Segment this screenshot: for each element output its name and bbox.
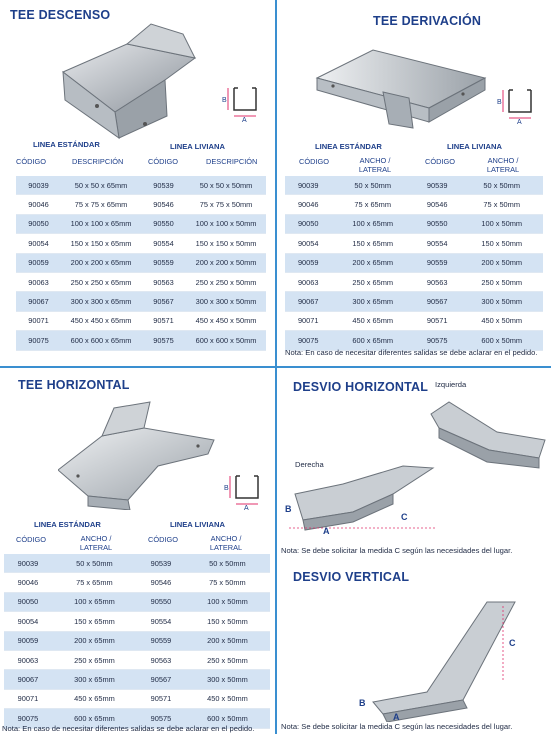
- col-code: CÓDIGO: [148, 157, 178, 166]
- dimension-cell: 450 x 50mm: [185, 689, 270, 708]
- dimension-cell: 75 x 65mm: [331, 195, 414, 214]
- table-row: [285, 214, 543, 233]
- code-cell: 90554: [414, 234, 460, 253]
- dimension-cell: 600 x 600 x 50mm: [186, 331, 266, 350]
- table-row: [285, 176, 543, 195]
- table-row: [285, 234, 543, 253]
- code-cell: 90571: [137, 689, 185, 708]
- code-cell: 90059: [16, 253, 61, 272]
- dimension-cell: 150 x 150 x 65mm: [61, 234, 141, 253]
- dimension-cell: 100 x 100 x 65mm: [61, 214, 141, 233]
- table-row: [16, 272, 266, 291]
- code-cell: 90050: [16, 214, 61, 233]
- table-row: [4, 573, 270, 592]
- code-cell: 90550: [141, 214, 186, 233]
- code-cell: 90539: [414, 176, 460, 195]
- table-row: [285, 253, 543, 272]
- col-code: CÓDIGO: [299, 157, 329, 166]
- col-desc: DESCRIPCIÓN: [206, 157, 258, 166]
- code-cell: 90075: [16, 331, 61, 350]
- izquierda-label: Izquierda: [435, 380, 467, 389]
- dim-c-label: C: [401, 512, 408, 522]
- code-cell: 90071: [285, 311, 331, 330]
- dimension-cell: 100 x 65mm: [331, 214, 414, 233]
- code-cell: 90546: [137, 573, 185, 592]
- dimension-cell: 300 x 50mm: [185, 670, 270, 689]
- dimension-cell: 450 x 50mm: [460, 311, 543, 330]
- desvio-horizontal-section: [277, 368, 551, 560]
- desvio-derecha-image: [283, 464, 451, 536]
- col-code: CÓDIGO: [148, 535, 178, 544]
- dim-a-label: A: [242, 117, 247, 122]
- col-code: CÓDIGO: [425, 157, 455, 166]
- dimension-cell: 450 x 450 x 50mm: [186, 311, 266, 330]
- code-cell: 90554: [137, 612, 185, 631]
- code-cell: 90067: [16, 292, 61, 311]
- col-desc: DESCRIPCIÓN: [72, 157, 124, 166]
- table-row: [16, 176, 266, 195]
- tee-horizontal-section: [0, 368, 275, 734]
- group-liviana: LINEA LIVIANA: [170, 142, 225, 151]
- dim-b-label: B: [224, 485, 229, 492]
- group-liviana: LINEA LIVIANA: [170, 520, 225, 529]
- dimension-cell: 75 x 75 x 65mm: [61, 195, 141, 214]
- dimension-cell: 75 x 65mm: [52, 573, 137, 592]
- dimension-cell: 200 x 200 x 50mm: [186, 253, 266, 272]
- code-cell: 90575: [141, 331, 186, 350]
- dimension-cell: 50 x 50mm: [331, 176, 414, 195]
- group-liviana: LINEA LIVIANA: [447, 142, 502, 151]
- dimension-cell: 75 x 75 x 50mm: [186, 195, 266, 214]
- dimension-cell: 250 x 50mm: [460, 272, 543, 291]
- code-cell: 90063: [16, 272, 61, 291]
- profile-diagram: [222, 82, 264, 122]
- code-cell: 90050: [285, 214, 331, 233]
- dimension-cell: 200 x 50mm: [185, 631, 270, 650]
- tee-derivacion-section: [277, 0, 551, 366]
- dim-b-label: B: [285, 504, 292, 514]
- dimension-cell: 450 x 450 x 65mm: [61, 311, 141, 330]
- dimension-cell: 50 x 50mm: [185, 554, 270, 573]
- dim-c-label: C: [509, 638, 516, 648]
- code-cell: 90550: [137, 592, 185, 611]
- tee-derivacion-image: [313, 38, 489, 130]
- dimension-cell: 200 x 65mm: [331, 253, 414, 272]
- code-cell: 90563: [137, 650, 185, 669]
- dimension-cell: 300 x 300 x 50mm: [186, 292, 266, 311]
- dimension-cell: 100 x 50mm: [185, 592, 270, 611]
- code-cell: 90054: [16, 234, 61, 253]
- dimension-cell: 300 x 300 x 65mm: [61, 292, 141, 311]
- tee-horizontal-table: [4, 554, 270, 729]
- code-cell: 90075: [4, 709, 52, 728]
- code-cell: 90059: [285, 253, 331, 272]
- code-cell: 90046: [4, 573, 52, 592]
- table-row: [285, 195, 543, 214]
- code-cell: 90539: [141, 176, 186, 195]
- code-cell: 90039: [4, 554, 52, 573]
- dim-b-label: B: [222, 97, 227, 104]
- tee-descenso-image: [55, 20, 205, 140]
- code-cell: 90067: [285, 292, 331, 311]
- col-dim-label: ANCHO / LATERAL: [79, 534, 113, 552]
- table-row: [16, 292, 266, 311]
- table-row: [4, 670, 270, 689]
- dimension-cell: 250 x 65mm: [331, 272, 414, 291]
- dimension-cell: 200 x 65mm: [52, 631, 137, 650]
- dimension-cell: 300 x 50mm: [460, 292, 543, 311]
- dimension-cell: 75 x 50mm: [460, 195, 543, 214]
- table-row: [285, 311, 543, 330]
- col-dim-label: ANCHO / LATERAL: [209, 534, 243, 552]
- table-row: [16, 253, 266, 272]
- code-cell: 90571: [414, 311, 460, 330]
- group-standard: LINEA ESTÁNDAR: [33, 140, 100, 149]
- code-cell: 90063: [285, 272, 331, 291]
- dimension-cell: 100 x 100 x 50mm: [186, 214, 266, 233]
- desvio-izquierda-image: [427, 392, 547, 472]
- dim-a-label: A: [517, 119, 522, 124]
- desvio-vertical-section: [277, 560, 551, 734]
- dimension-cell: 600 x 600 x 65mm: [61, 331, 141, 350]
- table-row: [16, 311, 266, 330]
- profile-diagram: [224, 470, 266, 510]
- code-cell: 90563: [141, 272, 186, 291]
- code-cell: 90059: [4, 631, 52, 650]
- dimension-cell: 50 x 50mm: [52, 554, 137, 573]
- dimension-cell: 600 x 50mm: [460, 331, 543, 350]
- section-title: DESVIO VERTICAL: [293, 570, 410, 584]
- profile-diagram: [497, 84, 541, 124]
- code-cell: 90554: [141, 234, 186, 253]
- code-cell: 90050: [4, 592, 52, 611]
- code-cell: 90567: [141, 292, 186, 311]
- code-cell: 90559: [414, 253, 460, 272]
- code-cell: 90071: [4, 689, 52, 708]
- code-cell: 90575: [137, 709, 185, 728]
- dimension-cell: 150 x 50mm: [460, 234, 543, 253]
- table-row: [4, 554, 270, 573]
- code-cell: 90571: [141, 311, 186, 330]
- code-cell: 90546: [141, 195, 186, 214]
- dimension-cell: 600 x 65mm: [331, 331, 414, 350]
- dimension-cell: 250 x 65mm: [52, 650, 137, 669]
- dimension-cell: 250 x 50mm: [185, 650, 270, 669]
- table-row: [16, 331, 266, 350]
- note: Nota: Se debe solicitar la medida C según las necesidades del lugar.: [281, 722, 513, 731]
- table-row: [16, 195, 266, 214]
- dim-a-label: A: [244, 505, 249, 510]
- code-cell: 90567: [414, 292, 460, 311]
- code-cell: 90075: [285, 331, 331, 350]
- dimension-cell: 450 x 65mm: [52, 689, 137, 708]
- dimension-cell: 100 x 50mm: [460, 214, 543, 233]
- col-dim-label: ANCHO / LATERAL: [486, 156, 520, 174]
- dimension-cell: 600 x 65mm: [52, 709, 137, 728]
- dimension-cell: 150 x 65mm: [52, 612, 137, 631]
- code-cell: 90550: [414, 214, 460, 233]
- dimension-cell: 50 x 50 x 50mm: [186, 176, 266, 195]
- code-cell: 90539: [137, 554, 185, 573]
- dimension-cell: 450 x 65mm: [331, 311, 414, 330]
- code-cell: 90067: [4, 670, 52, 689]
- dimension-cell: 75 x 50mm: [185, 573, 270, 592]
- dimension-cell: 150 x 150 x 50mm: [186, 234, 266, 253]
- section-title: DESVIO HORIZONTAL: [293, 380, 429, 394]
- desvio-vertical-image: [353, 582, 523, 722]
- dimension-cell: 50 x 50 x 65mm: [61, 176, 141, 195]
- col-code: CÓDIGO: [16, 157, 46, 166]
- code-cell: 90046: [16, 195, 61, 214]
- code-cell: 90054: [4, 612, 52, 631]
- code-cell: 90559: [137, 631, 185, 650]
- dimension-cell: 250 x 250 x 65mm: [61, 272, 141, 291]
- table-row: [16, 234, 266, 253]
- code-cell: 90567: [137, 670, 185, 689]
- code-cell: 90575: [414, 331, 460, 350]
- dim-a-label: A: [393, 712, 400, 722]
- dim-a-label: A: [323, 526, 330, 536]
- dim-b-label: B: [359, 698, 366, 708]
- table-row: [4, 689, 270, 708]
- table-row: [4, 592, 270, 611]
- dimension-cell: 300 x 65mm: [331, 292, 414, 311]
- dimension-cell: 600 x 50mm: [185, 709, 270, 728]
- table-row: [4, 631, 270, 650]
- col-dim-label: ANCHO / LATERAL: [358, 156, 392, 174]
- dimension-cell: 200 x 50mm: [460, 253, 543, 272]
- dimension-cell: 250 x 250 x 50mm: [186, 272, 266, 291]
- section-title: TEE DESCENSO: [10, 8, 111, 22]
- dimension-cell: 50 x 50mm: [460, 176, 543, 195]
- tee-horizontal-image: [58, 400, 218, 510]
- tee-derivacion-table: [285, 176, 543, 351]
- code-cell: 90054: [285, 234, 331, 253]
- code-cell: 90546: [414, 195, 460, 214]
- group-standard: LINEA ESTÁNDAR: [34, 520, 101, 529]
- tee-descenso-table: [16, 176, 266, 351]
- tee-descenso-section: [0, 0, 275, 366]
- dim-b-label: B: [497, 99, 502, 106]
- note: Nota: En caso de necesitar diferentes salidas se debe aclarar en el pedido.: [2, 724, 255, 733]
- derecha-label: Derecha: [295, 460, 324, 469]
- table-row: [285, 292, 543, 311]
- code-cell: 90039: [285, 176, 331, 195]
- dimension-cell: 150 x 65mm: [331, 234, 414, 253]
- dimension-cell: 100 x 65mm: [52, 592, 137, 611]
- note: Nota: En caso de necesitar diferentes salidas se debe aclarar en el pedido.: [285, 348, 538, 357]
- code-cell: 90563: [414, 272, 460, 291]
- table-row: [285, 272, 543, 291]
- note: Nota: Se debe solicitar la medida C según las necesidades del lugar.: [281, 546, 513, 555]
- section-title: TEE DERIVACIÓN: [373, 14, 482, 28]
- table-row: [4, 650, 270, 669]
- table-row: [4, 612, 270, 631]
- dimension-cell: 300 x 65mm: [52, 670, 137, 689]
- code-cell: 90559: [141, 253, 186, 272]
- col-code: CÓDIGO: [16, 535, 46, 544]
- group-standard: LINEA ESTÁNDAR: [315, 142, 382, 151]
- code-cell: 90046: [285, 195, 331, 214]
- section-title: TEE HORIZONTAL: [18, 378, 130, 392]
- dimension-cell: 200 x 200 x 65mm: [61, 253, 141, 272]
- table-row: [16, 214, 266, 233]
- dimension-cell: 150 x 50mm: [185, 612, 270, 631]
- code-cell: 90063: [4, 650, 52, 669]
- code-cell: 90039: [16, 176, 61, 195]
- code-cell: 90071: [16, 311, 61, 330]
